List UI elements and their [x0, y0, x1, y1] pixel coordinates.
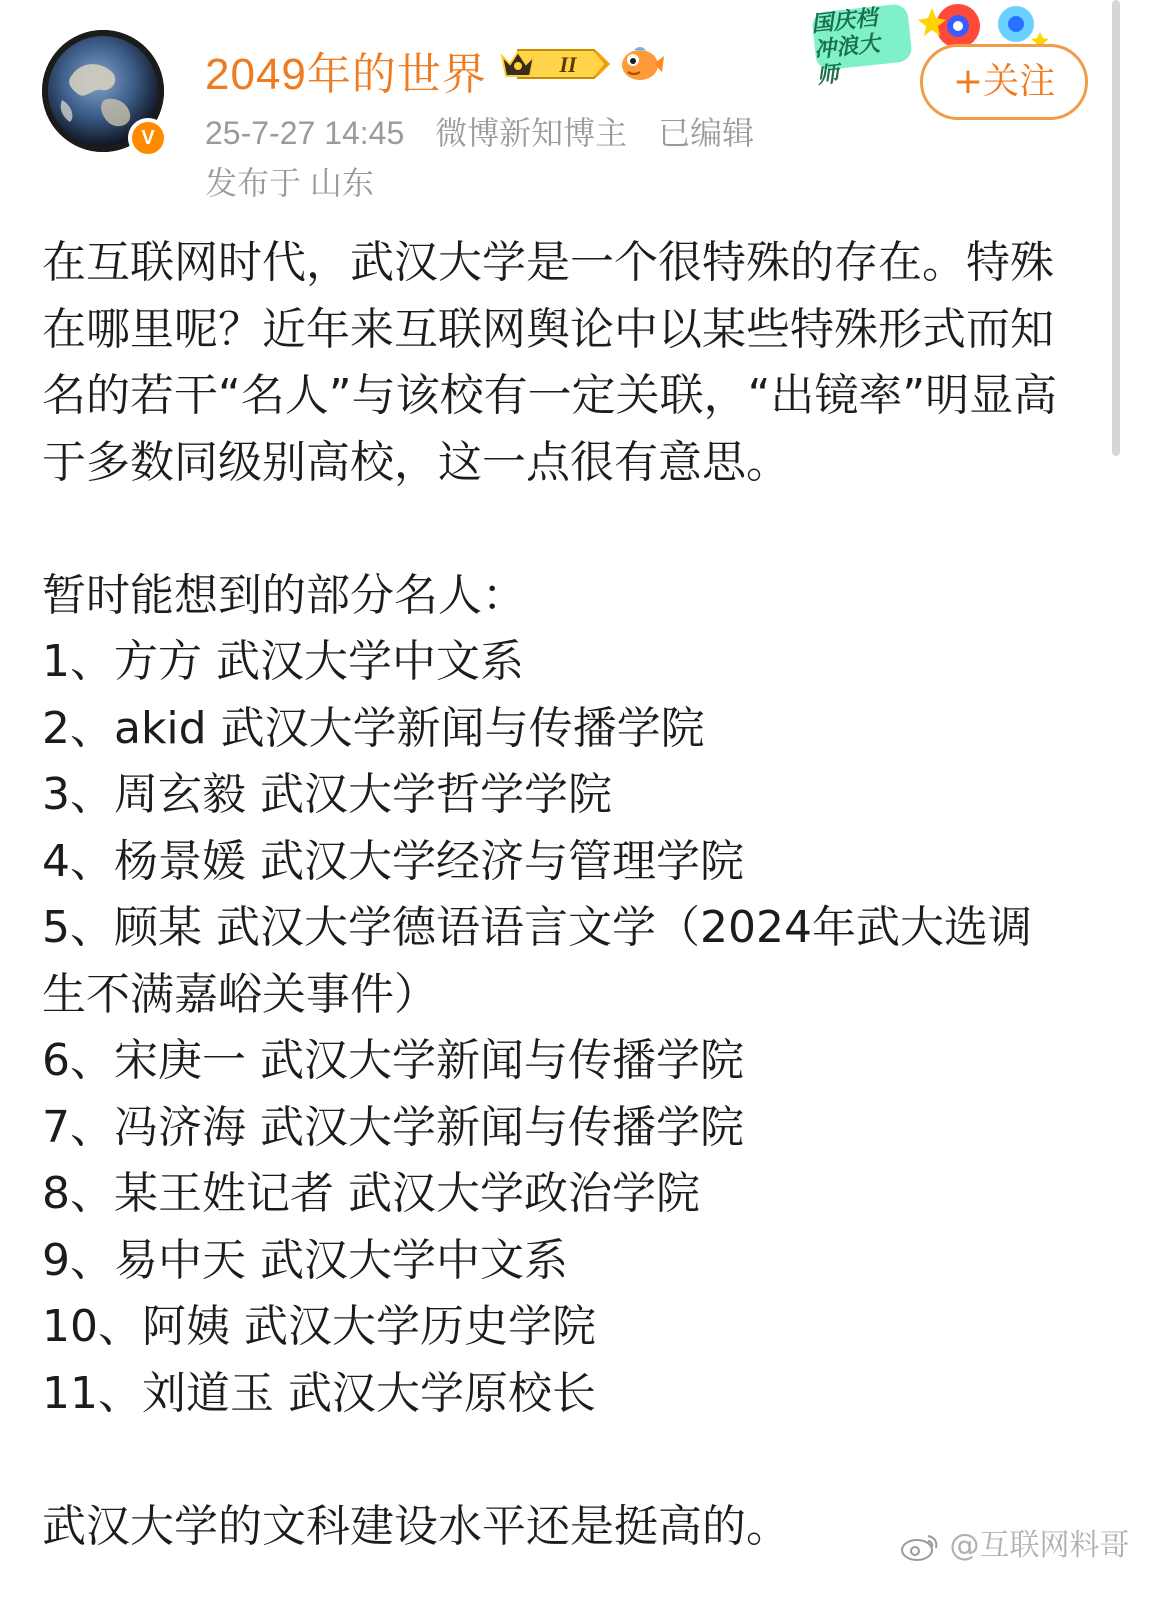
list-item: 10、阿姨 武汉大学历史学院 [42, 1301, 596, 1352]
paragraph-gap [42, 496, 1072, 563]
list-item: 1、方方 武汉大学中文系 [42, 636, 524, 687]
post-conclusion: 武汉大学的文科建设水平还是挺高的。 [42, 1500, 790, 1552]
list-item: 7、冯济海 武汉大学新闻与传播学院 [42, 1101, 744, 1153]
list-item: 11、刘道玉 武汉大学原校长 [42, 1367, 596, 1419]
promo-line-2: 冲浪大师 [812, 31, 882, 90]
crown-level-badge-icon[interactable] [498, 44, 610, 84]
username[interactable]: 2049年的世界 [205, 50, 487, 99]
level-badge-text: II [559, 52, 577, 77]
list-title: 暂时能想到的部分名人： [42, 569, 526, 621]
list-item: 3、周玄毅 武汉大学哲学学院 [42, 769, 612, 820]
post-intro: 在互联网时代，武汉大学是一个很特殊的存在。特殊在哪里呢？近年来互联网舆论中以某些特殊形式而知名的若干“名人”与该校有一定关联，“出镜率”明显高于多数同级别高校，这一点很有意思。 [42, 237, 1058, 488]
verified-badge-icon: V [128, 118, 168, 158]
edited-label[interactable]: 已编辑 [658, 115, 755, 151]
promo-sticker-text[interactable] [810, 4, 902, 90]
watermark [900, 1520, 1130, 1564]
post-content [42, 230, 1072, 1560]
post-timestamp: 25-7-27 14:45 [205, 115, 405, 151]
follow-button[interactable]: +关注 [920, 44, 1088, 120]
avatar-container[interactable] [42, 30, 164, 152]
post-location: 发布于 山东 [205, 165, 374, 201]
post-meta [205, 108, 776, 154]
paragraph-gap [42, 1427, 1072, 1494]
list-item: 6、宋庚一 武汉大学新闻与传播学院 [42, 1035, 744, 1086]
user-identity: 微博新知博主 [435, 115, 628, 151]
weibo-logo-icon [900, 1532, 940, 1562]
list-item: 9、易中天 武汉大学中文系 [42, 1234, 568, 1286]
watermark-text: @互联网料哥 [949, 1528, 1130, 1563]
list-item: 5、顾某 武汉大学德语语言文学（2024年武大选调生不满嘉峪关事件） [42, 902, 1032, 1020]
promo-line-1: 国庆档 [810, 5, 879, 38]
fish-icon[interactable] [618, 44, 664, 84]
list-item: 4、杨景媛 武汉大学经济与管理学院 [42, 835, 744, 887]
scrollbar[interactable] [1112, 0, 1120, 456]
list-item: 8、某王姓记者 武汉大学政治学院 [42, 1168, 700, 1219]
list-item: 2、akid 武汉大学新闻与传播学院 [42, 702, 705, 754]
